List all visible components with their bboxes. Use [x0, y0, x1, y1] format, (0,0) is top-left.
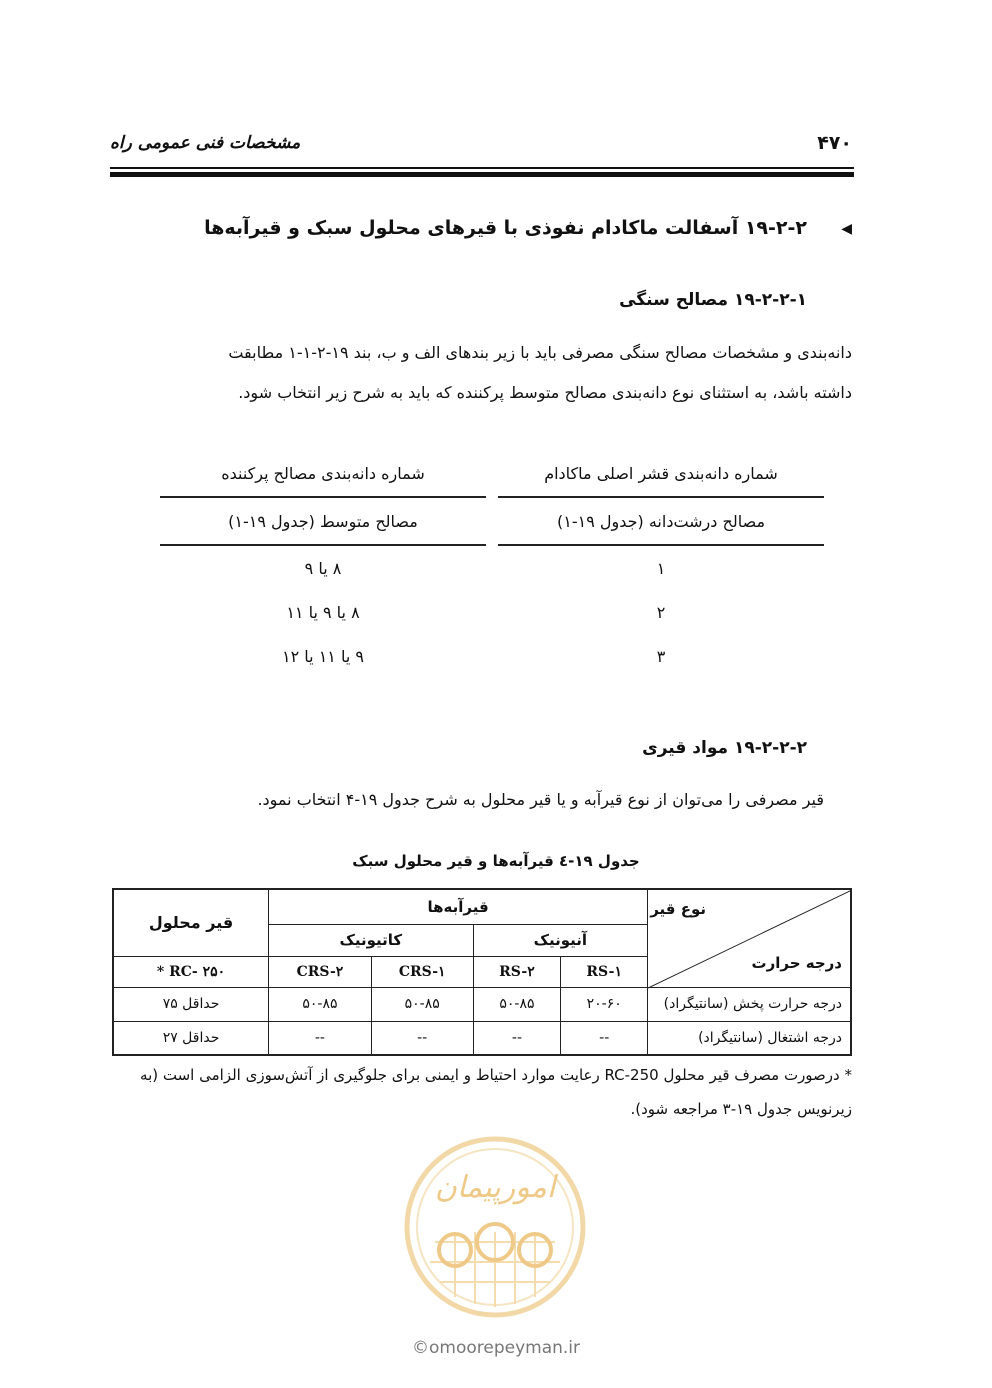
- footnote: [112, 1058, 852, 1126]
- grade-header: CRS-۱: [371, 956, 473, 987]
- table-cell: --: [371, 1021, 473, 1055]
- subgroup-anionic: آنیونیک: [473, 924, 648, 956]
- grade-header-cutback: RC- ۲۵۰ *: [113, 956, 269, 987]
- table-caption: جدول ۱۹-٤ قیرآبه‌ها و قیر محلول سبک: [352, 852, 640, 870]
- table-cell: ۱: [656, 558, 666, 578]
- row-label: درجه حرارت پخش (سانتیگراد): [648, 987, 851, 1021]
- section-title: ۱۹-۲-۲ آسفالت ماکادام نفوذی با قیرهای محلول سبک و قیرآبه‌ها: [204, 217, 807, 239]
- table-cell: حداقل ۲۷: [113, 1021, 269, 1055]
- watermark-site-text: omoorepeyman.ir: [428, 1338, 581, 1358]
- table-header: مصالح متوسط (جدول ۱۹-۱): [160, 498, 486, 546]
- row-label: درجه اشتغال (سانتیگراد): [648, 1021, 851, 1055]
- running-header-title: مشخصات فنی عمومی راه: [110, 133, 301, 153]
- gradation-table: [148, 450, 836, 678]
- table-cell: ۳: [656, 646, 666, 666]
- paragraph-line: داشته باشد، به استثنای نوع دانه‌بندی مصالح متوسط پرکننده که باید به شرح زیر انتخاب شود.: [238, 383, 852, 402]
- group-header-emulsions: قیرآبه‌ها: [269, 889, 648, 924]
- table-header: شماره دانه‌بندی مصالح پرکننده: [160, 450, 486, 498]
- watermark-logo: [390, 1132, 600, 1326]
- table-cell: ۸ یا ۹ یا ۱۱: [286, 602, 360, 622]
- table-cell: ۹ یا ۱۱ یا ۱۲: [282, 646, 364, 666]
- table-cell: حداقل ۷۵: [113, 987, 269, 1021]
- copyright-icon: ©: [411, 1338, 429, 1358]
- footnote-line: * درصورت مصرف قیر محلول RC-250 رعایت موارد احتیاط و ایمنی برای جلوگیری از آتش‌سوزی الزامی است (به: [140, 1066, 852, 1084]
- table-cell: ۸ یا ۹: [304, 558, 342, 578]
- table-cell: ۵۰-۸۵: [269, 987, 372, 1021]
- table-cell: --: [269, 1021, 372, 1055]
- header-rule-thin: [110, 167, 854, 169]
- corner-diagonal-cell: [648, 889, 851, 987]
- section-bullet-icon: ◀: [841, 221, 852, 237]
- grade-header: RS-۲: [473, 956, 561, 987]
- watermark-logo-icon: [390, 1132, 600, 1322]
- paragraph-line: دانه‌بندی و مشخصات مصالح سنگی مصرفی باید با زیر بندهای الف و ب، بند ۱۹-۲-۱-۱ مطابقت: [228, 343, 852, 362]
- table-cell: ۵۰-۸۵: [473, 987, 561, 1021]
- grade-header: RS-۱: [561, 956, 648, 987]
- table-cell: ۵۰-۸۵: [371, 987, 473, 1021]
- subsection-title-aggregates: ۱۹-۲-۲-۱ مصالح سنگی: [619, 290, 807, 310]
- table-cell: ۲۰-۶۰: [561, 987, 648, 1021]
- paragraph-bitumen: [124, 780, 824, 820]
- watermark-site: [0, 1338, 992, 1358]
- table-cell: ۲: [656, 602, 666, 622]
- subgroup-cationic: کاتیونیک: [269, 924, 474, 956]
- bitumen-table: [112, 888, 852, 1056]
- corner-label-temperature: درجه حرارت: [751, 954, 842, 972]
- corner-label-type: نوع قیر: [650, 900, 706, 918]
- paragraph-line: قیر مصرفی را می‌توان از نوع قیرآبه و یا قیر محلول به شرح جدول ۱۹-۴ انتخاب نمود.: [257, 790, 824, 809]
- table-header: شماره دانه‌بندی قشر اصلی ماکادام: [498, 450, 824, 498]
- table-header: مصالح درشت‌دانه (جدول ۱۹-۱): [498, 498, 824, 546]
- page-number: ۴۷۰: [817, 132, 852, 154]
- subsection-title-bitumen: ۱۹-۲-۲-۲ مواد قیری: [642, 738, 807, 758]
- grade-header: CRS-۲: [269, 956, 372, 987]
- table-cell: --: [561, 1021, 648, 1055]
- table-cell: --: [473, 1021, 561, 1055]
- header-rule-thick: [110, 172, 854, 177]
- footnote-line: زیرنویس جدول ۱۹-۳ مراجعه شود).: [630, 1100, 852, 1118]
- group-header-cutback: قیر محلول: [113, 889, 269, 956]
- paragraph-aggregates: [102, 333, 852, 413]
- watermark-logo-text: امورپیمان: [434, 1170, 556, 1205]
